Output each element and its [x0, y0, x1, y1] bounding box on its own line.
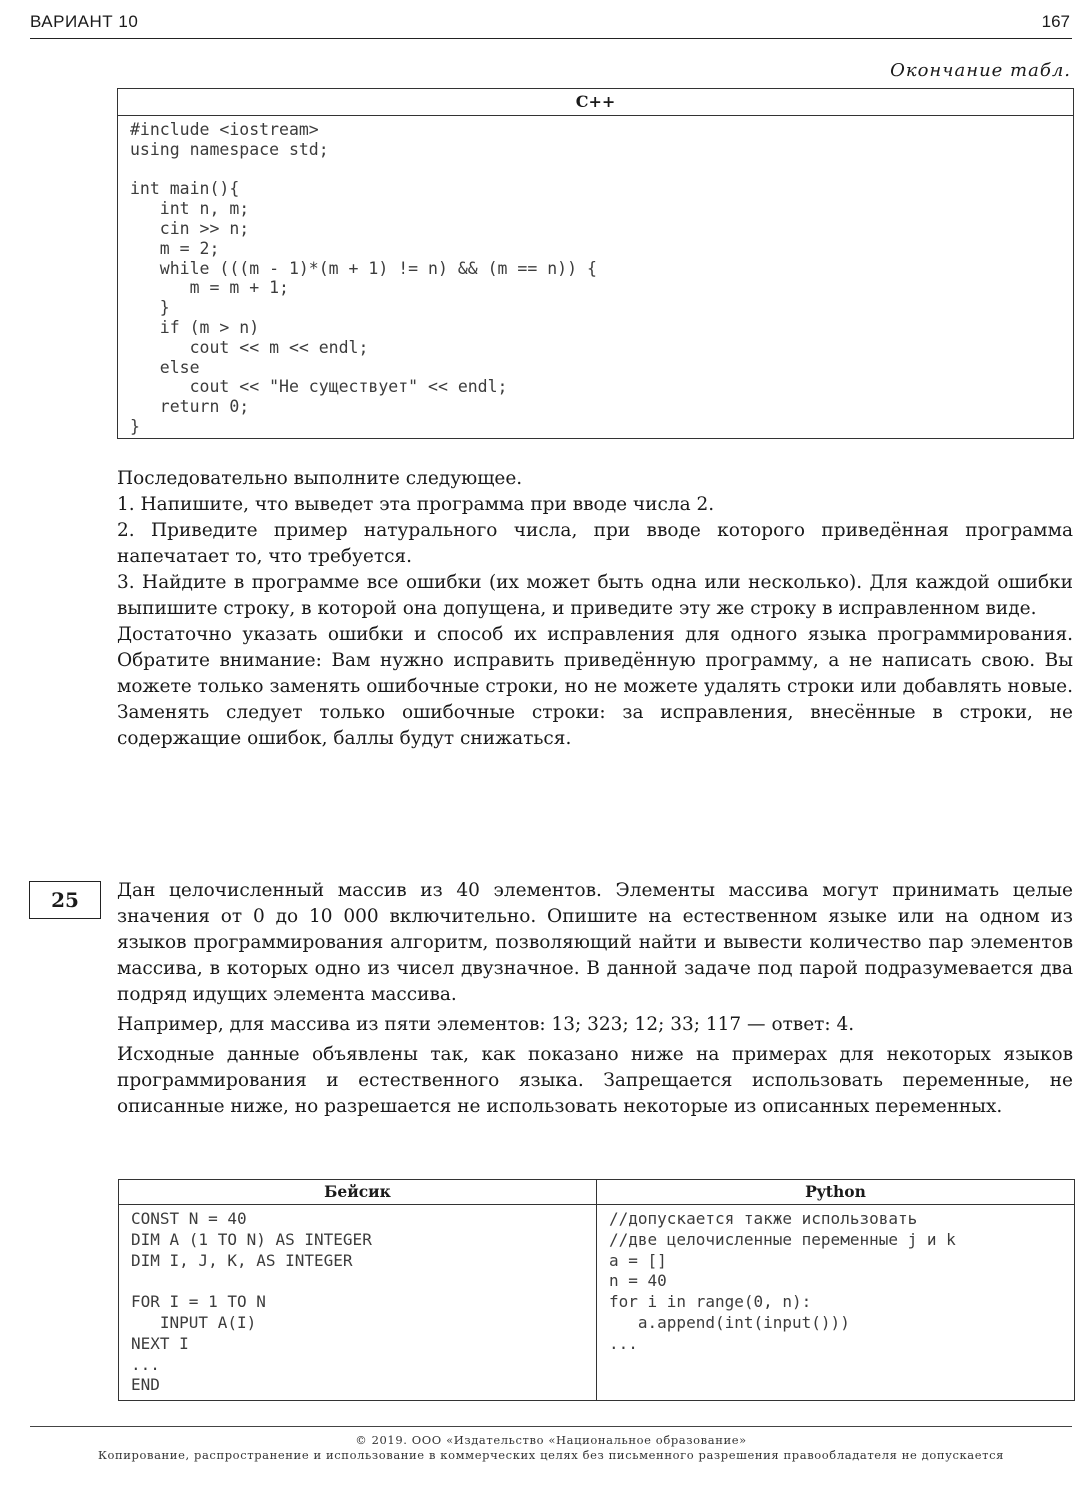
python-code-listing: //допускается также использовать //две целочисленные переменные j и k a = [] n = 40 for i in range(0, n): a.append(int(input())) ... — [609, 1209, 956, 1353]
basic-column — [119, 1180, 596, 1400]
cpp-code-table — [117, 88, 1074, 439]
instruction-line: 3. Найдите в программе все ошибки (их может быть одна или несколько). Для каждой ошибки выпишите строку, в которой она допущена, и приведите эту же строку в исправленном виде. — [117, 572, 1073, 619]
instructions-block — [117, 466, 1073, 752]
instruction-line: 1. Напишите, что выведет эта программа при вводе числа 2. — [117, 494, 715, 515]
python-column — [596, 1180, 1074, 1400]
task25-text — [117, 878, 1073, 1120]
cpp-code-listing: #include <iostream> using namespace std; int main(){ int n, m; cin >> n; m = 2; while (((m - 1)*(m + 1) != n) && (m == n)) { m = m + 1; } if (m > n) cout << m << endl; else cout << "Не существует" << endl; return 0; } — [130, 120, 597, 436]
python-language-header: Python — [597, 1180, 1074, 1205]
task25-paragraph: Исходные данные объявлены так, как показано ниже на примерах для некоторых языков программирования и естественного языка. Запрещается использовать переменные, не описанные ниже, но разрешается не использовать некоторые из описанных переменных. — [117, 1044, 1073, 1117]
page-number: 167 — [1041, 12, 1070, 31]
task25-paragraph: Например, для массива из пяти элементов: 13; 323; 12; 33; 117 — ответ: 4. — [117, 1014, 855, 1035]
page-header — [30, 8, 1072, 39]
table-end-label: Окончание табл. — [890, 60, 1071, 81]
copyright-line: © 2019. ООО «Издательство «Национальное образование» — [355, 1433, 747, 1447]
basic-code-listing: CONST N = 40 DIM A (1 TO N) AS INTEGER DIM I, J, K, AS INTEGER FOR I = 1 TO N INPUT A(I) NEXT I ... END — [131, 1209, 372, 1395]
copyright-notice: Копирование, распространение и использование в коммерческих целях без письменного разрешения правообладателя не допускается — [97, 1448, 1005, 1462]
source-data-table — [118, 1179, 1075, 1401]
variant-label: ВАРИАНТ 10 — [30, 12, 139, 31]
footer-divider — [30, 1426, 1072, 1427]
cpp-language-header: C++ — [118, 89, 1073, 116]
instruction-line: Последовательно выполните следующее. — [117, 468, 523, 489]
task-number-box: 25 — [29, 881, 101, 919]
task25-paragraph: Дан целочисленный массив из 40 элементов. Элементы массива могут принимать целые значения от 0 до 10 000 включительно. Опишите на естественном языке или на одном из языков программирования алгоритм, позволяющий найти и вывести количество пар элементов массива, в которых одно из чисел двузначное. В данной задаче под парой подразумевается два подряд идущих элемента массива. — [117, 880, 1073, 1005]
instruction-line: Достаточно указать ошибки и способ их исправления для одного языка программирования. Обратите внимание: Вам нужно исправить приведённую программу, а не написать свою. Вы можете только заменять ошибочные строки, но не можете удалять строки или добавлять новые. Заменять следует только ошибочные строки: за исправления, внесённые в строки, не содержащие ошибок, баллы будут снижаться. — [117, 624, 1073, 749]
instruction-line: 2. Приведите пример натурального числа, при вводе которого приведённая программа напечатает то, что требуется. — [117, 520, 1073, 567]
basic-language-header: Бейсик — [119, 1180, 596, 1205]
